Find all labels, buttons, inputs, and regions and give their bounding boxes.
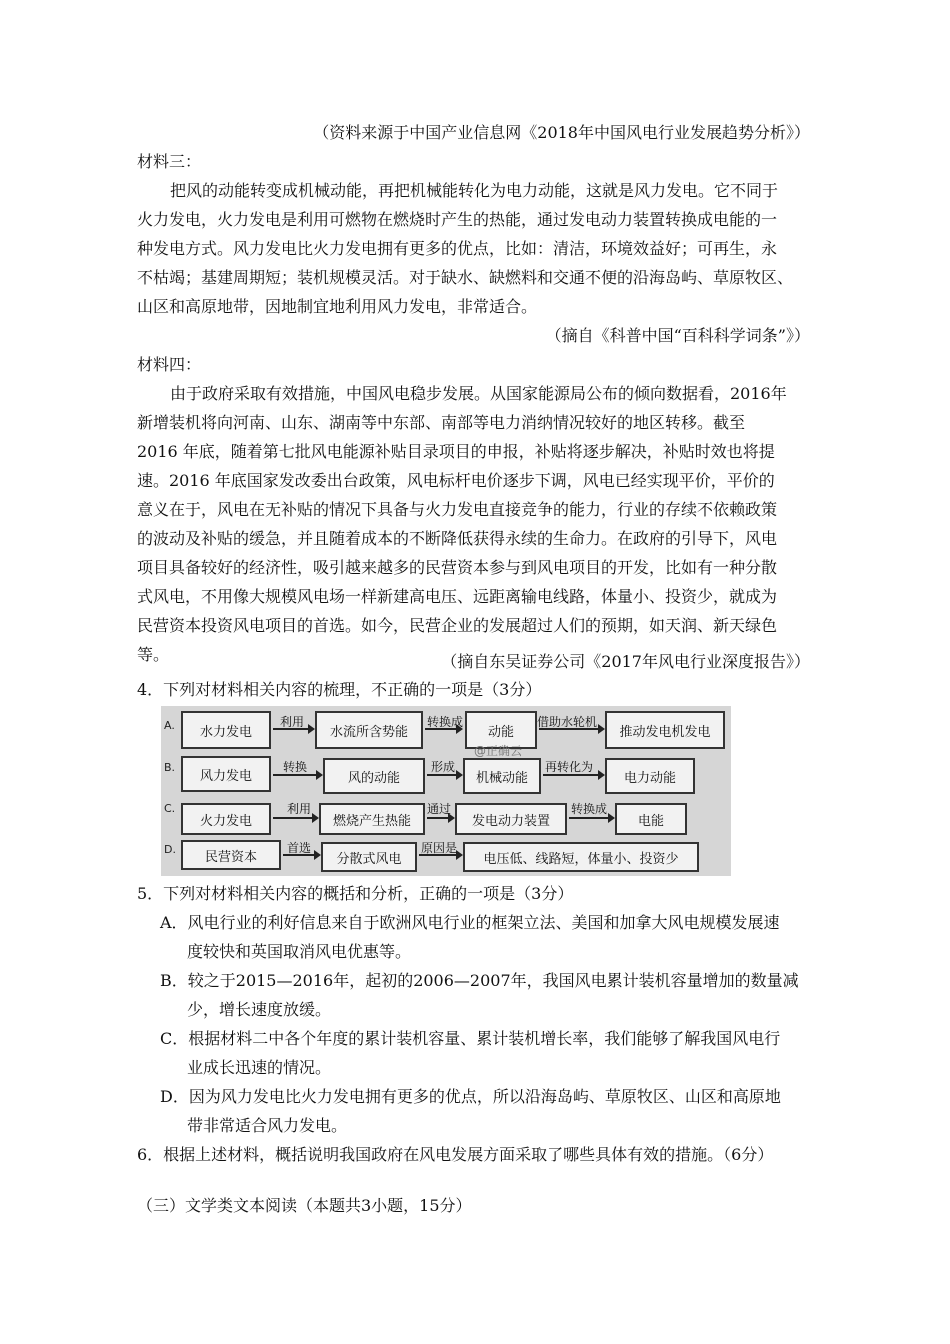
paragraph-line: 民营资本投资风电项目的首选。如今，民营企业的发展超过人们的预期，如天润、新天绿色 xyxy=(137,616,778,635)
arrow-label: 通过 xyxy=(427,802,452,816)
flow-box: 电能 xyxy=(615,803,687,835)
source-citation: （摘自《科普中国“百科科学词条”》） xyxy=(545,326,810,345)
paragraph-line: 新增装机将向河南、山东、湖南等中东部、南部等电力消纳情况较好的地区转移。截至 xyxy=(137,413,746,432)
flow-box: 动能 xyxy=(465,711,537,749)
arrow-label: 转换 xyxy=(283,760,308,774)
paragraph-line: 由于政府采取有效措施，中国风电稳步发展。从国家能源局公布的倾向数据看，2016年 xyxy=(170,384,787,403)
source-citation: （摘自东吴证券公司《2017年风电行业深度报告》） xyxy=(441,652,810,671)
flow-box: 燃烧产生热能 xyxy=(319,803,425,835)
paragraph-line: 项目具备较好的经济性，吸引越来越多的民营资本参与到风电项目的开发，比如有一种分散 xyxy=(137,558,778,577)
option-d: D．因为风力发电比火力发电拥有更多的优点，所以沿海岛屿、草原牧区、山区和高原地 xyxy=(160,1087,781,1106)
paragraph-line: 种发电方式。风力发电比火力发电拥有更多的优点，比如：清洁，环境效益好；可再生，永 xyxy=(137,239,778,258)
option-b-cont: 少，增长速度放缓。 xyxy=(187,1000,332,1019)
option-c: C．根据材料二中各个年度的累计装机容量、累计装机增长率，我们能够了解我国风电行 xyxy=(160,1029,781,1048)
question-4-stem: 4．下列对材料相关内容的梳理，不正确的一项是（3分） xyxy=(137,680,542,699)
section-3-heading: （三）文学类文本阅读（本题共3小题，15分） xyxy=(137,1196,472,1215)
paragraph-line: 火力发电，火力发电是利用可燃物在燃烧时产生的热能，通过发电动力装置转换成电能的一 xyxy=(137,210,778,229)
option-b: B．较之于2015—2016年，起初的2006—2007年，我国风电累计装机容量增加的数量减 xyxy=(160,971,799,990)
flow-box: 电力动能 xyxy=(605,758,695,794)
flow-box: 火力发电 xyxy=(181,803,271,835)
arrow-label: 转换成 xyxy=(571,802,608,816)
question-6-stem: 6．根据上述材料，概括说明我国政府在风电发展方面采取了哪些具体有效的措施。（6分） xyxy=(137,1145,774,1164)
paragraph-line: 把风的动能转变成机械动能，再把机械能转化为电力动能，这就是风力发电。它不同于 xyxy=(170,181,779,200)
arrow-label: 利用 xyxy=(280,715,305,729)
option-letter: D. xyxy=(164,843,176,856)
option-letter: A. xyxy=(164,719,175,732)
material-4-label: 材料四： xyxy=(137,355,202,374)
option-letter: B. xyxy=(164,761,176,774)
flow-box: 机械动能 xyxy=(463,758,541,794)
flow-box: 民营资本 xyxy=(181,840,281,870)
arrow-label: 转换成 xyxy=(427,715,464,729)
paragraph-line: 式风电，不用像大规模风电场一样新建高电压、远距离输电线路，体量小、投资少，就成为 xyxy=(137,587,778,606)
flowchart-figure xyxy=(161,706,731,876)
arrow-label: 借助水轮机 xyxy=(537,715,598,729)
paragraph-line: 2016 年底，随着第七批风电能源补贴目录项目的申报，补贴将逐步解决，补贴时效也将提 xyxy=(137,442,775,461)
flow-box: 推动发电机发电 xyxy=(605,711,725,749)
question-5-stem: 5．下列对材料相关内容的概括和分析，正确的一项是（3分） xyxy=(137,884,574,903)
paragraph-line: 意义在于，风电在无补贴的情况下具备与火力发电直接竞争的能力，行业的存续不依赖政策 xyxy=(137,500,778,519)
arrow-label: 形成 xyxy=(431,760,456,774)
paragraph-line: 等。 xyxy=(137,645,170,664)
flow-arrow xyxy=(273,817,317,819)
paragraph-line: 的波动及补贴的缓急，并且随着成本的不断降低获得永续的生命力。在政府的引导下，风电 xyxy=(137,529,778,548)
option-letter: C. xyxy=(164,802,176,815)
option-a-cont: 度较快和英国取消风电优惠等。 xyxy=(187,942,412,961)
watermark: @正确云 xyxy=(474,744,523,758)
option-d-cont: 带非常适合风力发电。 xyxy=(187,1116,348,1135)
flow-box: 风的动能 xyxy=(323,758,425,794)
arrow-label: 原因是 xyxy=(421,841,458,855)
flow-box: 发电动力装置 xyxy=(455,803,567,835)
flow-box: 分散式风电 xyxy=(321,842,417,872)
paragraph-line: 山区和高原地带，因地制宜地利用风力发电，非常适合。 xyxy=(137,297,538,316)
flow-box: 水流所含势能 xyxy=(315,711,423,749)
arrow-label: 首选 xyxy=(287,841,312,855)
flow-box: 电压低、线路短，体量小、投资少 xyxy=(463,842,699,872)
paragraph-line: 速。2016 年底国家发改委出台政策，风电标杆电价逐步下调，风电已经实现平价，平价的 xyxy=(137,471,775,490)
paragraph-line: 不枯竭；基建周期短；装机规模灵活。对于缺水、缺燃料和交通不便的沿海岛屿、草原牧区、 xyxy=(137,268,794,287)
flow-arrow xyxy=(427,817,453,819)
option-c-cont: 业成长迅速的情况。 xyxy=(187,1058,332,1077)
arrow-label: 再转化为 xyxy=(545,760,594,774)
option-a: A．风电行业的利好信息来自于欧洲风电行业的框架立法、美国和加拿大风电规模发展速 xyxy=(160,913,780,932)
flow-box: 风力发电 xyxy=(181,756,271,792)
arrow-label: 利用 xyxy=(287,802,312,816)
source-citation: （资料来源于中国产业信息网《2018年中国风电行业发展趋势分析》） xyxy=(313,123,810,142)
material-3-label: 材料三： xyxy=(137,152,202,171)
flow-arrow xyxy=(569,817,613,819)
flow-box: 水力发电 xyxy=(181,711,271,749)
